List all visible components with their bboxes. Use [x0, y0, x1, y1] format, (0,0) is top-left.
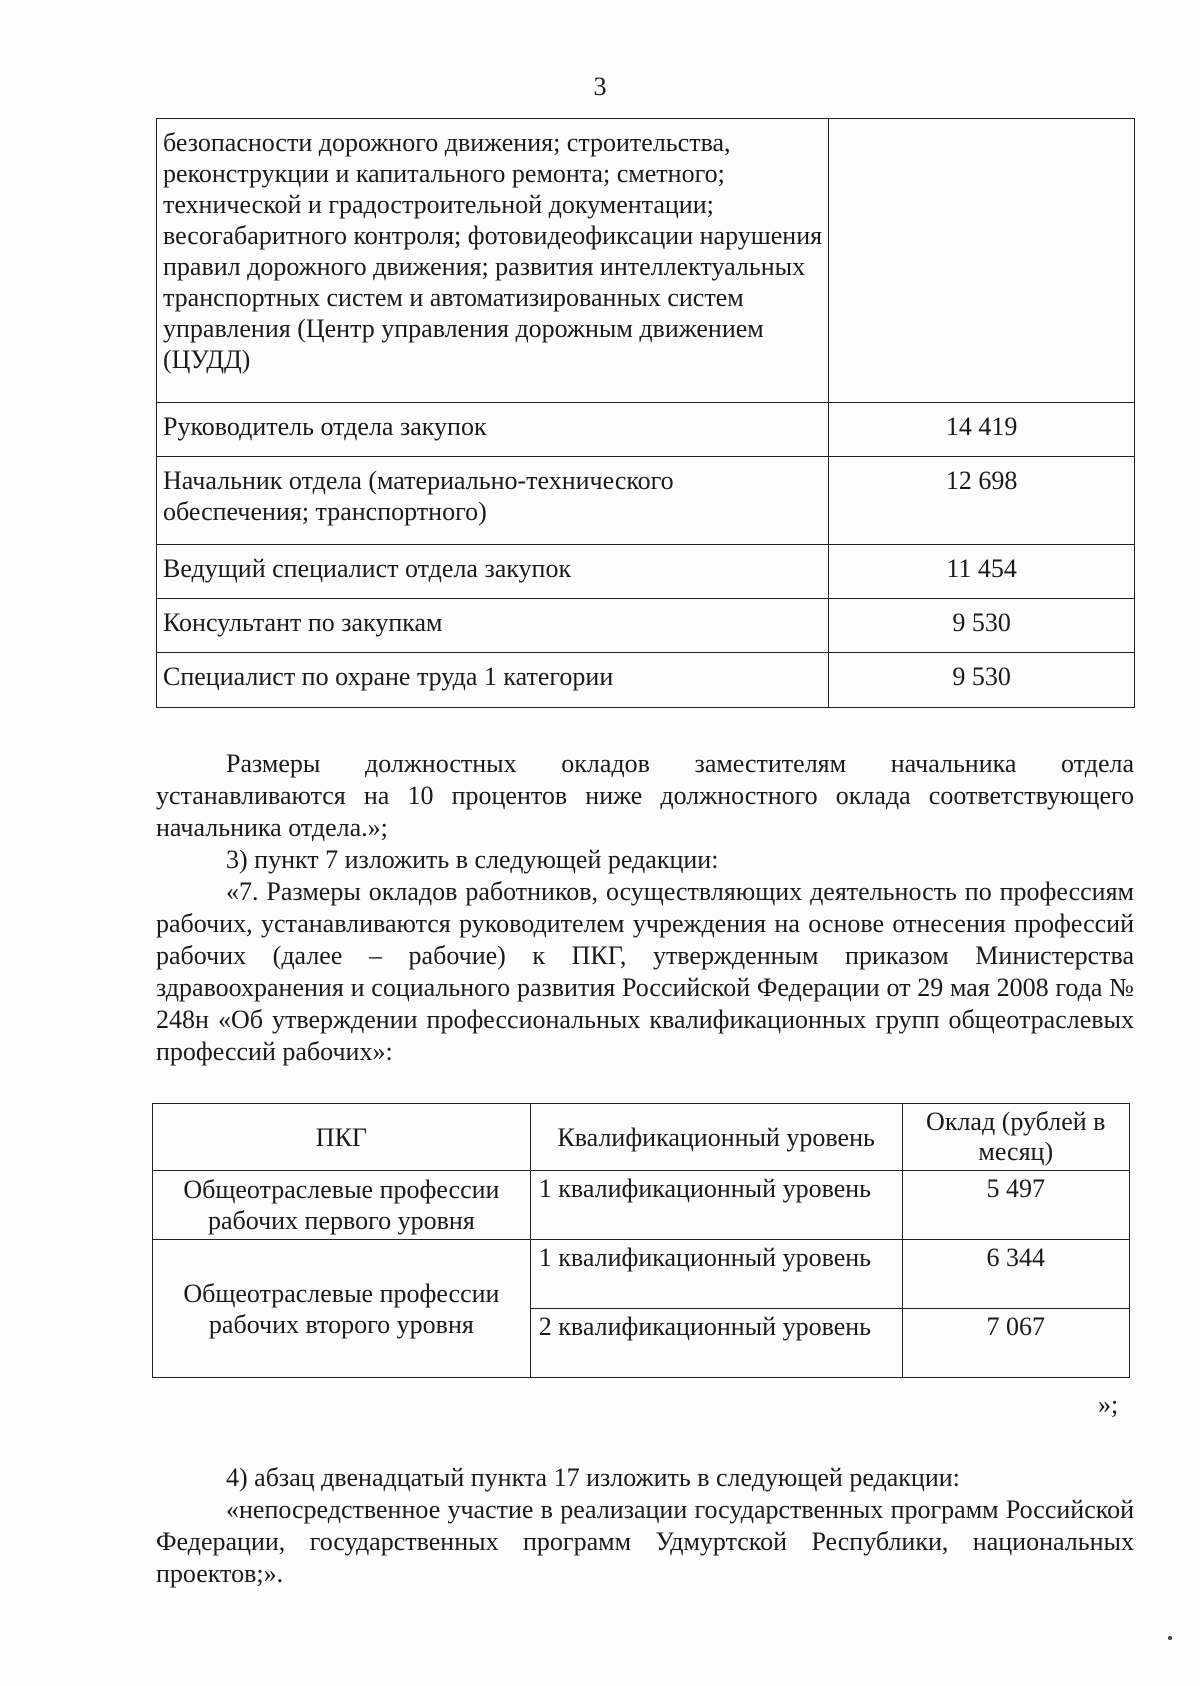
level-cell: 1 квалификационный уровень — [530, 1240, 902, 1309]
paragraph-deputy-salaries: Размеры должностных окладов заместителям начальника отдела устанавливаются на 10 процентов ниже должностного оклада соответствующего начальника отдела.»; — [156, 749, 1134, 842]
page-number: 3 — [593, 72, 607, 101]
header-pkg: ПКГ — [153, 1104, 531, 1171]
pkg-group-cell: Общеотраслевые профессии рабочих второго уровня — [153, 1240, 531, 1378]
position-cell: Руководитель отдела закупок — [157, 403, 829, 457]
table-header-row — [153, 1104, 1130, 1171]
pkg-group-cell: Общеотраслевые профессии рабочих первого уровня — [153, 1171, 531, 1240]
position-cell: Начальник отдела (материально-технического обеспечения; транспортного) — [157, 457, 829, 545]
salary-cell: 6 344 — [902, 1240, 1129, 1309]
closing-quote: »; — [1098, 1390, 1119, 1419]
salary-cell: 14 419 — [829, 403, 1135, 457]
position-cell: Ведущий специалист отдела закупок — [157, 545, 829, 599]
table-row — [153, 1240, 1130, 1309]
salary-cell: 12 698 — [829, 457, 1135, 545]
table-row — [153, 1171, 1130, 1240]
salary-cell: 9 530 — [829, 599, 1135, 653]
pkg-salary-table — [152, 1103, 1130, 1378]
paragraph-item-4-text: «непосредственное участие в реализации государственных программ Российской Федерации, государственных программ Удмуртской Республики, национальных проектов;». — [156, 1495, 1134, 1588]
position-cell: Консультант по закупкам — [157, 599, 829, 653]
table-row — [157, 119, 1135, 403]
paragraph-item-3: 3) пункт 7 изложить в следующей редакции: — [226, 845, 719, 874]
position-cell: Специалист по охране труда 1 категории — [157, 653, 829, 708]
paragraph-item-7-text: «7. Размеры окладов работников, осуществляющих деятельность по профессиям рабочих, устанавливаются руководителем учреждения на основе отнесения профессий рабочих (далее – рабочие) к ПКГ, утвержденным приказом Министерства здравоохранения и социального развития Российской Федерации от 29 мая 2008 года № 248н «Об утверждении профессиональных квалификационных групп общеотраслевых профессий рабочих»: — [156, 877, 1134, 1066]
level-cell: 1 квалификационный уровень — [530, 1171, 902, 1240]
scan-speck — [1168, 1636, 1172, 1640]
salary-cell: 7 067 — [902, 1309, 1129, 1378]
salary-cell — [829, 119, 1135, 403]
table-row — [157, 545, 1135, 599]
table-row — [157, 653, 1135, 708]
level-cell: 2 квалификационный уровень — [530, 1309, 902, 1378]
table-row — [157, 599, 1135, 653]
salary-cell: 5 497 — [902, 1171, 1129, 1240]
salary-table-positions — [156, 118, 1135, 708]
table-row — [157, 403, 1135, 457]
table-row — [157, 457, 1135, 545]
salary-cell: 9 530 — [829, 653, 1135, 708]
paragraph-item-4: 4) абзац двенадцатый пункта 17 изложить в следующей редакции: — [226, 1463, 960, 1492]
header-level: Квалификационный уровень — [530, 1104, 902, 1171]
header-salary: Оклад (рублей в месяц) — [902, 1104, 1129, 1171]
salary-cell: 11 454 — [829, 545, 1135, 599]
position-cell: безопасности дорожного движения; строительства, реконструкции и капитального ремонта; сметного; технической и градостроительной документации; весогабаритного контроля; фотовидеофиксации нарушения правил дорожного движения; развития интеллектуальных транспортных систем и автоматизированных систем управления (Центр управления дорожным движением (ЦУДД) — [157, 119, 829, 403]
